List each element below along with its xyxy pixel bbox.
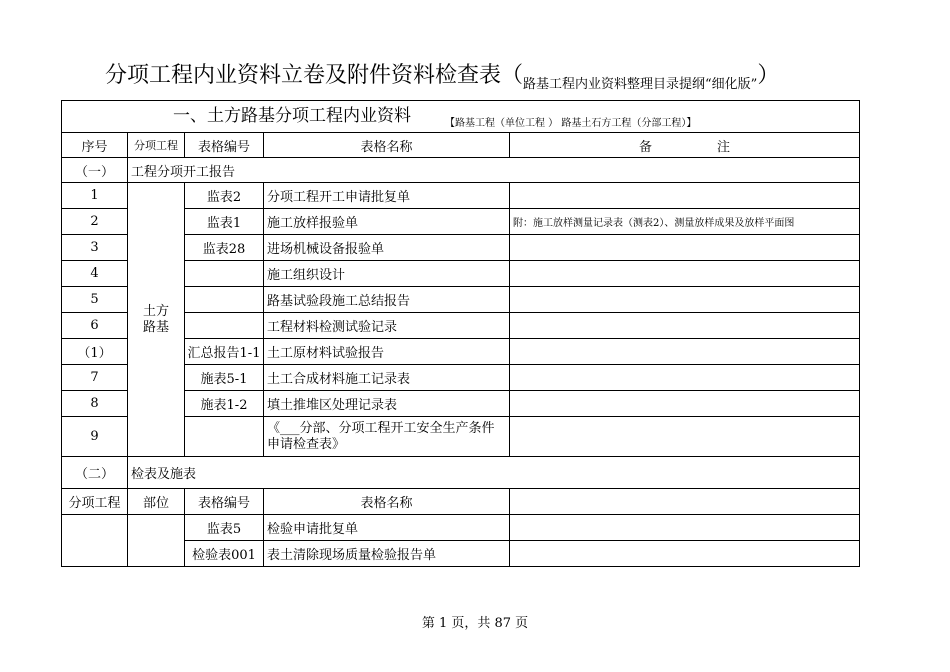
row-name: 工程材料检测试验记录: [264, 313, 510, 339]
header-remark: 备 注: [510, 133, 860, 158]
group-seq: （二）: [62, 457, 128, 489]
row-note: [510, 365, 860, 391]
title-open-paren: （: [501, 63, 524, 88]
row-name: 施工放样报验单: [264, 209, 510, 235]
row-seq: 7: [62, 365, 128, 391]
row-code: [185, 287, 264, 313]
row-note: [510, 417, 860, 457]
row-seq: 9: [62, 417, 128, 457]
header2-empty: [510, 489, 860, 515]
row-note: [510, 515, 860, 541]
row-seq: 5: [62, 287, 128, 313]
row-note: [510, 313, 860, 339]
row-code: 施表5-1: [185, 365, 264, 391]
row-name: 表土清除现场质量检验报告单: [264, 541, 510, 567]
row-name: 施工组织设计: [264, 261, 510, 287]
header-seq: 序号: [62, 133, 128, 158]
table-header-row: [62, 133, 860, 158]
row-code: 监表2: [185, 183, 264, 209]
row-code: 检验表001: [185, 541, 264, 567]
row-seq: 3: [62, 235, 128, 261]
header-form-name: 表格名称: [264, 133, 510, 158]
row-code: [185, 261, 264, 287]
row-name: 分项工程开工申请批复单: [264, 183, 510, 209]
row-name: 进场机械设备报验单: [264, 235, 510, 261]
group-row-2: [62, 457, 860, 489]
row-note: [510, 183, 860, 209]
row-note: [510, 235, 860, 261]
row-seq: 2: [62, 209, 128, 235]
row-note: 附：施工放样测量记录表（测表2）、测量放样成果及放样平面图: [510, 209, 860, 235]
row-name: 检验申请批复单: [264, 515, 510, 541]
row-seq: 1: [62, 183, 128, 209]
table-row: [62, 183, 860, 209]
row-code: 监表28: [185, 235, 264, 261]
row-name: 《___分部、分项工程开工安全生产条件申请检查表》: [264, 417, 510, 457]
row-name: 土工原材料试验报告: [264, 339, 510, 365]
section-heading-row: [62, 101, 860, 133]
header2-part: 部位: [128, 489, 185, 515]
row-note: [510, 391, 860, 417]
page-footer: 第 1 页，共 87 页: [421, 616, 529, 631]
title-close-paren: ）: [757, 63, 780, 88]
row-seq: 4: [62, 261, 128, 287]
document-title: [105, 58, 780, 92]
row-note: [510, 339, 860, 365]
inspection-table: [61, 100, 860, 567]
group-label: 工程分项开工报告: [128, 158, 860, 183]
row-name: 填土推堆区处理记录表: [264, 391, 510, 417]
row-seq: 6: [62, 313, 128, 339]
group-seq: （一）: [62, 158, 128, 183]
row-note: [510, 287, 860, 313]
row-code: 汇总报告1-1: [185, 339, 264, 365]
merged-part-cell: [128, 515, 185, 567]
row-code: [185, 417, 264, 457]
group-label: 检表及施表: [128, 457, 860, 489]
header-subitem: 分项工程: [128, 133, 185, 158]
row-note: [510, 541, 860, 567]
row-name: 路基试验段施工总结报告: [264, 287, 510, 313]
merged-subitem-cell-2: [62, 515, 128, 567]
row-code: 监表1: [185, 209, 264, 235]
row-code: 监表5: [185, 515, 264, 541]
row-code: [185, 313, 264, 339]
table-header-row-2: [62, 489, 860, 515]
title-subtitle: 路基工程内业资料整理目录提纲“细化版”: [523, 77, 758, 92]
project-path: 【路基工程（单位工程 ） 路基土石方工程（分部工程）】: [445, 118, 697, 129]
header2-subitem: 分项工程: [62, 489, 128, 515]
row-name: 土工合成材料施工记录表: [264, 365, 510, 391]
row-seq: 8: [62, 391, 128, 417]
merged-subitem-cell: 土方 路基: [128, 183, 185, 457]
table-row: [62, 515, 860, 541]
row-code: 施表1-2: [185, 391, 264, 417]
group-row-1: [62, 158, 860, 183]
header2-form-no: 表格编号: [185, 489, 264, 515]
title-main: 分项工程内业资料立卷及附件资料检查表: [105, 63, 502, 88]
header-form-no: 表格编号: [185, 133, 264, 158]
row-seq: （1）: [62, 339, 128, 365]
section-heading: 一、土方路基分项工程内业资料: [173, 106, 411, 126]
header2-form-name: 表格名称: [264, 489, 510, 515]
row-note: [510, 261, 860, 287]
